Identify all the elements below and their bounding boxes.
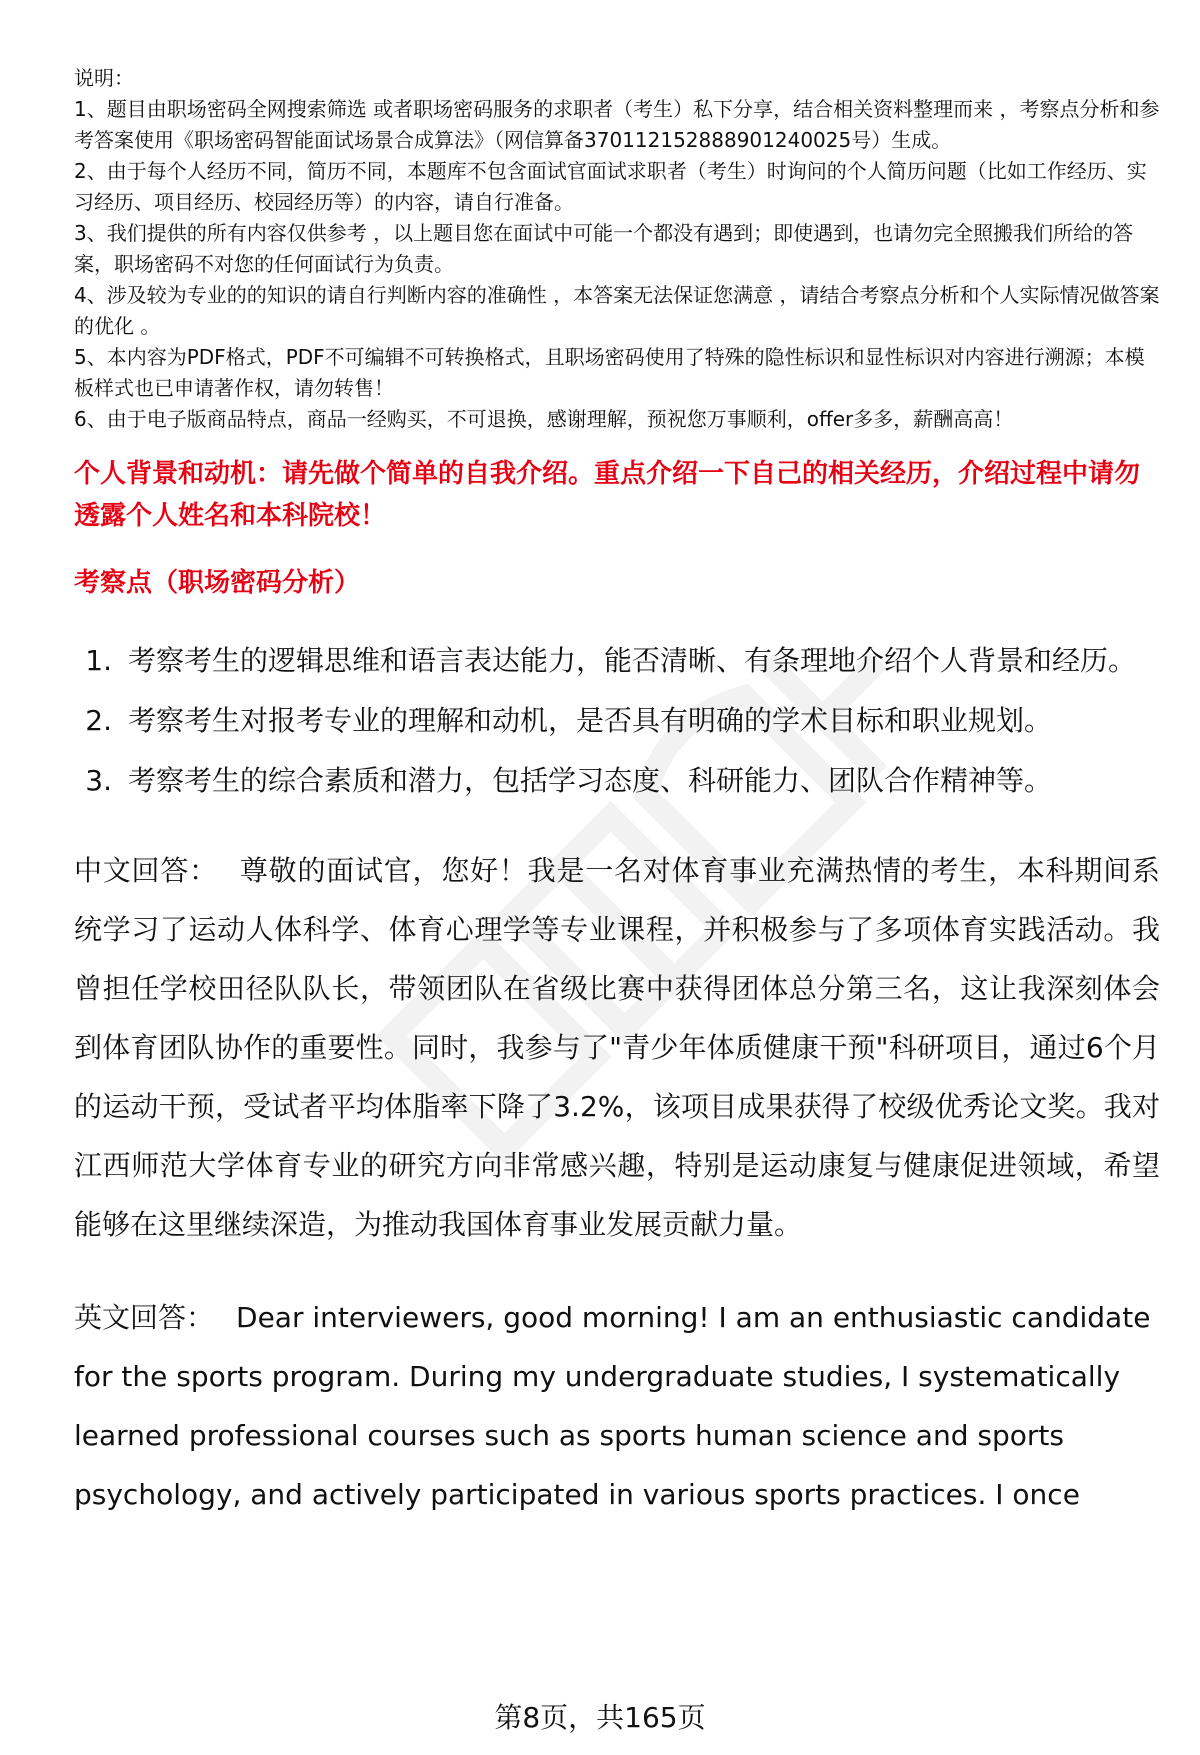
point-number: 3. xyxy=(85,764,112,797)
question-title: 个人背景和动机：请先做个简单的自我介绍。重点介绍一下自己的相关经历，介绍过程中请勿透露个人姓名和本科院校！ xyxy=(74,459,1141,531)
chinese-answer xyxy=(74,841,1160,1254)
note-item-4: 4、涉及较为专业的的知识的请自行判断内容的准确性 ，本答案无法保证您满意 ，请结合考察点分析和个人实际情况做答案的优化 。 xyxy=(74,283,1160,338)
analysis-point xyxy=(74,751,1160,811)
page-footer: 第8页，共165页 xyxy=(494,1701,706,1734)
document-page xyxy=(74,62,1160,1524)
english-answer xyxy=(74,1288,1160,1524)
point-text: 考察考生对报考专业的理解和动机，是否具有明确的学术目标和职业规划。 xyxy=(128,704,1053,737)
english-answer-label: 英文回答： xyxy=(74,1301,215,1334)
note-item-1: 1、题目由职场密码全网搜索筛选 或者职场密码服务的求职者（考生）私下分享，结合相关资料整理而来 ，考察点分析和参考答案使用《职场密码智能面试场景合成算法》（网信算备370112152888901240025号）生成。 xyxy=(74,97,1160,152)
notes-title: 说明： xyxy=(74,66,134,90)
analysis-points xyxy=(74,631,1160,811)
analysis-heading: 考察点（职场密码分析） xyxy=(74,568,361,598)
english-answer-text: Dear interviewers, good morning! I am an enthusiastic candidate for the sports program. During my undergraduate studies, I systematically learned professional courses such as sports human science and sports psychology, and actively participated in various sports practices. I once xyxy=(74,1301,1151,1511)
note-item-6: 6、由于电子版商品特点，商品一经购买，不可退换，感谢理解，预祝您万事顺利，offer多多，薪酬高高！ xyxy=(74,407,1014,431)
analysis-point xyxy=(74,691,1160,751)
point-text: 考察考生的综合素质和潜力，包括学习态度、科研能力、团队合作精神等。 xyxy=(128,764,1053,797)
point-number: 2. xyxy=(85,704,112,737)
note-item-3: 3、我们提供的所有内容仅供参考 ，以上题目您在面试中可能一个都没有遇到；即使遇到，也请勿完全照搬我们所给的答案，职场密码不对您的任何面试行为负责。 xyxy=(74,221,1134,276)
notes-list xyxy=(74,94,1160,435)
note-item-2: 2、由于每个人经历不同，简历不同，本题库不包含面试官面试求职者（考生）时询问的个人简历问题（比如工作经历、实习经历、项目经历、校园经历等）的内容，请自行准备。 xyxy=(74,159,1147,214)
point-text: 考察考生的逻辑思维和语言表达能力，能否清晰、有条理地介绍个人背景和经历。 xyxy=(128,644,1137,677)
chinese-answer-text: 尊敬的面试官，您好！我是一名对体育事业充满热情的考生，本科期间系统学习了运动人体科学、体育心理学等专业课程，并积极参与了多项体育实践活动。我曾担任学校田径队队长，带领团队在省级比赛中获得团体总分第三名，这让我深刻体会到体育团队协作的重要性。同时，我参与了"青少年体质健康干预"科研项目，通过6个月的运动干预，受试者平均体脂率下降了3.2%，该项目成果获得了校级优秀论文奖。我对江西师范大学体育专业的研究方向非常感兴趣，特别是运动康复与健康促进领域，希望能够在这里继续深造，为推动我国体育事业发展贡献力量。 xyxy=(74,854,1160,1241)
analysis-point xyxy=(74,631,1160,691)
note-item-5: 5、本内容为PDF格式，PDF不可编辑不可转换格式，且职场密码使用了特殊的隐性标识和显性标识对内容进行溯源；本模板样式也已申请著作权，请勿转售！ xyxy=(74,345,1145,400)
point-number: 1. xyxy=(85,644,112,677)
chinese-answer-label: 中文回答： xyxy=(74,854,218,887)
notes-section xyxy=(74,62,1160,435)
